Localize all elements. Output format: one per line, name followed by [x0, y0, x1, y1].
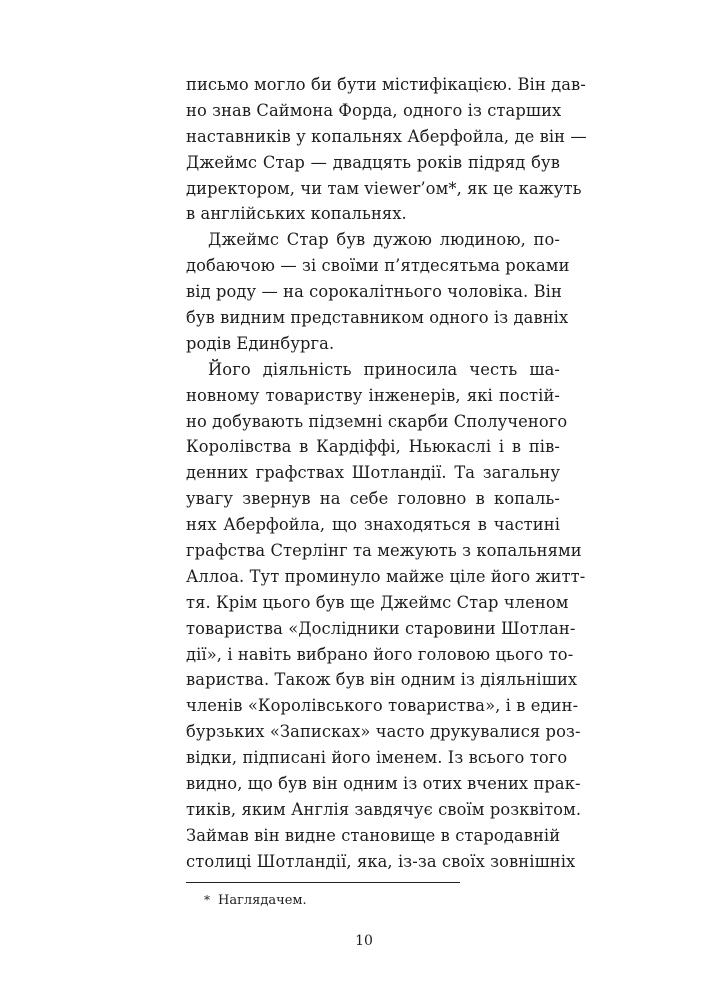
footnote-divider — [186, 882, 460, 883]
footnote-mark: * — [204, 893, 210, 907]
text-line: бурзьких «Записках» часто друкувалися роз- — [186, 722, 581, 742]
text-line: був видним представником одного із давніх — [186, 308, 569, 328]
text-line: директором, чи там viewer’ом*, як це кажуть — [186, 178, 582, 198]
text-line: Королівства в Кардіффі, Ньюкаслі і в пів- — [186, 437, 560, 457]
text-line: товариства «Дослідники старовини Шотлан- — [186, 618, 576, 638]
text-line: відки, підписані його іменем. Із всього того — [186, 748, 568, 768]
text-line: наставників у копальнях Аберфойла, де він — — [186, 126, 587, 146]
text-line: столиці Шотландії, яка, із-за своїх зовнішніх — [186, 851, 576, 871]
text-line: новному товариству інженерів, які постій- — [186, 385, 560, 405]
text-line: денних графствах Шотландії. Та загальну — [186, 463, 560, 483]
text-line: дії», і навіть вибрано його головою цього то- — [186, 644, 574, 664]
text-line: членів «Королівського товариства», і в един- — [186, 696, 579, 716]
text-line: тиків, яким Англія завдячує своїм розквітом. — [186, 799, 582, 819]
text-line: від роду — на сорокалітнього чоловіка. Він — [186, 282, 562, 302]
text-line: Джеймс Стар — двадцять років підряд був — [186, 152, 560, 172]
text-line: видно, що був він одним із отих вчених прак- — [186, 774, 581, 794]
text-line: письмо могло би бути містифікацією. Він дав- — [186, 75, 586, 94]
page-number: 10 — [355, 933, 373, 949]
text-line: родів Единбурга. — [186, 333, 335, 353]
text-line: Аллоа. Тут проминуло майже ціле його житт- — [186, 566, 586, 586]
text-line: нях Аберфойла, що знаходяться в частині — [186, 515, 560, 535]
text-line: увагу звернув на себе головно в копаль- — [186, 489, 560, 509]
footnote-text: Наглядачем. — [218, 893, 307, 908]
text-line: Джеймс Стар був дужою людиною, по- — [208, 230, 560, 250]
text-line: тя. Крім цього був ще Джеймс Стар членом — [186, 592, 569, 612]
footnote — [204, 891, 307, 910]
text-line: в англійських копальнях. — [186, 204, 407, 224]
text-line: но добувають підземні скарби Сполученого — [186, 411, 568, 431]
text-line: вариства. Також був він одним із діяльніших — [186, 670, 578, 690]
body-text — [186, 72, 587, 875]
text-line: добаючою — зі своїми п’ятдесятьма роками — [186, 256, 570, 276]
text-line: но знав Саймона Форда, одного із старших — [186, 100, 562, 120]
text-line: графства Стерлінг та межують з копальнями — [186, 541, 582, 561]
text-line: Його діяльність приносила честь ша- — [208, 359, 560, 379]
text-line: Займав він видне становище в стародавній — [186, 825, 561, 845]
